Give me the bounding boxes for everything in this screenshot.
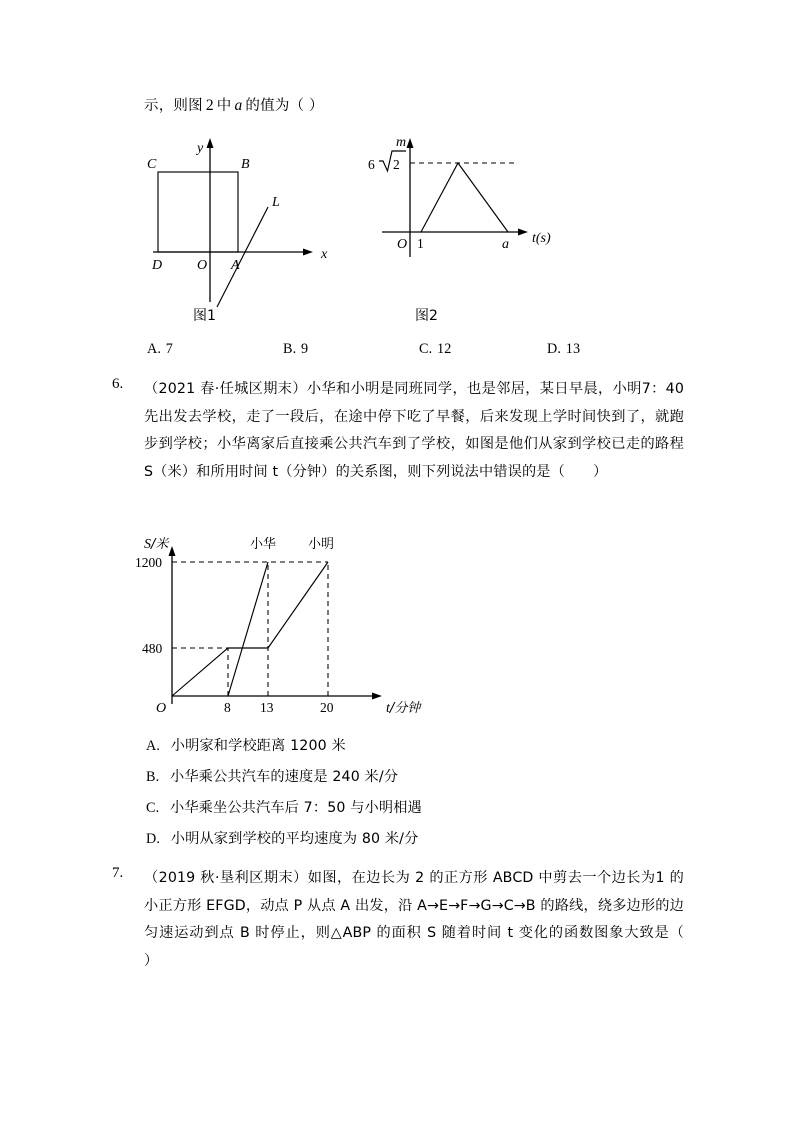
figure1-label-A: A — [231, 258, 240, 273]
figure2-ytick-radicand: 2 — [393, 157, 400, 172]
q5-option-a[interactable] — [147, 341, 173, 358]
figure1-x-arrow — [303, 249, 313, 256]
figure-2 — [368, 132, 565, 262]
q6-option-d[interactable] — [146, 828, 418, 848]
q6-xtick-8: 8 — [224, 700, 231, 715]
figure1-square-ABCD — [158, 172, 238, 252]
figure1-y-arrow — [207, 138, 214, 148]
q6-option-b-label: B. — [146, 769, 160, 785]
q6-option-d-text: 小明从家到学校的平均速度为 80 米/分 — [170, 831, 419, 847]
q6-option-a[interactable] — [146, 735, 346, 755]
figure-1-caption: 图1 — [193, 308, 216, 324]
q6-option-b-text: 小华乘公共汽车的速度是 240 米/分 — [169, 769, 399, 785]
q5-tail-figno: 2 — [205, 97, 214, 114]
q6-series-xiaoming — [172, 562, 328, 696]
figure-1-svg — [145, 132, 375, 317]
q6-option-b[interactable] — [146, 766, 398, 786]
figure1-label-O: O — [197, 258, 208, 273]
figure2-curve — [421, 163, 508, 232]
figure2-ytick-coef: 6 — [368, 157, 375, 172]
q5-tail-var: a — [234, 97, 243, 114]
q5-option-a-value: 7 — [165, 341, 174, 357]
q6-ytick-1200: 1200 — [135, 555, 162, 570]
q6-ytick-480: 480 — [142, 641, 163, 656]
figure-2-svg — [368, 132, 565, 262]
q6-xtick-20: 20 — [320, 700, 334, 715]
q5-tail-middle: 中 — [216, 98, 232, 114]
q5-tail-prefix: 示，则图 — [144, 98, 203, 114]
figure1-label-y: y — [197, 141, 204, 156]
figure-1 — [145, 132, 375, 317]
q6-x-axis-label: t/分钟 — [386, 701, 421, 716]
figure1-line-L — [217, 207, 268, 307]
q6-origin-label: O — [156, 701, 167, 716]
q5-option-c-value: 12 — [436, 341, 452, 357]
figure2-label-t: t(s) — [532, 231, 551, 246]
q6-figure — [135, 536, 421, 716]
figure2-y-arrow — [407, 138, 414, 148]
q6-option-c[interactable] — [146, 797, 422, 817]
figure1-label-B: B — [241, 157, 250, 172]
q5-option-c[interactable] — [419, 341, 451, 358]
q6-option-c-label: C. — [146, 800, 160, 816]
q6-xtick-13: 13 — [260, 700, 274, 715]
figure2-label-m: m — [396, 135, 407, 150]
q5-option-d[interactable] — [547, 341, 580, 358]
q5-option-d-value: 13 — [565, 341, 581, 357]
q6-y-axis-label: S/米 — [144, 537, 169, 552]
q6-y-arrow — [169, 546, 176, 556]
figure-2-caption: 图2 — [415, 308, 438, 324]
q6-option-d-label: D. — [146, 831, 161, 847]
q6-curve-label-xiaoming: 小明 — [308, 537, 335, 552]
q5-option-b-label: B. — [283, 341, 297, 357]
q5-option-b-value: 9 — [300, 341, 309, 357]
figure2-xtick-a: a — [502, 237, 509, 252]
q6-figure-svg — [135, 536, 421, 716]
figure2-xtick-1: 1 — [417, 236, 424, 251]
q6-number: 6. — [112, 376, 124, 392]
q5-option-b[interactable] — [283, 341, 308, 358]
q5-option-c-label: C. — [419, 341, 433, 357]
figure2-x-arrow — [518, 229, 528, 236]
q5-stem-tail — [144, 92, 324, 120]
q6-curve-label-xiaohua: 小华 — [250, 537, 277, 552]
q6-option-a-text: 小明家和学校距离 1200 米 — [170, 738, 346, 754]
q6-stem: （2021 春·任城区期末）小华和小明是同班同学，也是邻居，某日早晨，小明7：40 先出发去学校，走了一段后，在途中停下吃了早餐，后来发现上学时间快到了，就跑步到学校；小华离家后直接乘公共汽车到了学校，如图是他们从家到学校已走的路程 S（米）和所用时间 t（分钟）的关系图，则下列说法中错误的是（ ） — [144, 381, 689, 480]
figure1-label-x: x — [321, 247, 328, 262]
q5-tail-suffix: 的值为（ ） — [245, 98, 324, 114]
figure1-label-C: C — [147, 157, 157, 172]
q6-option-c-text: 小华乘坐公共汽车后 7：50 与小明相遇 — [169, 800, 422, 816]
figure1-label-L: L — [272, 195, 280, 210]
q7-stem: （2019 秋·垦利区期末）如图，在边长为 2 的正方形 ABCD 中剪去一个边长为1 的小正方形 EFGD，动点 P 从点 A 出发，沿 A→E→F→G→C→B 的路线，绕多边形的边匀速运动到点 B 时停止，则△ABP 的面积 S 随着时间 t 变化的函数图象大致是（ ） — [144, 870, 712, 969]
q5-option-a-label: A. — [147, 341, 162, 357]
q6-series-xiaohua — [228, 562, 268, 696]
figure2-label-O: O — [397, 237, 408, 252]
figure1-label-D: D — [152, 258, 163, 273]
q5-option-d-label: D. — [547, 341, 562, 357]
q6-option-a-label: A. — [146, 738, 161, 754]
q7-number: 7. — [112, 865, 124, 881]
q6-x-arrow — [372, 693, 382, 700]
